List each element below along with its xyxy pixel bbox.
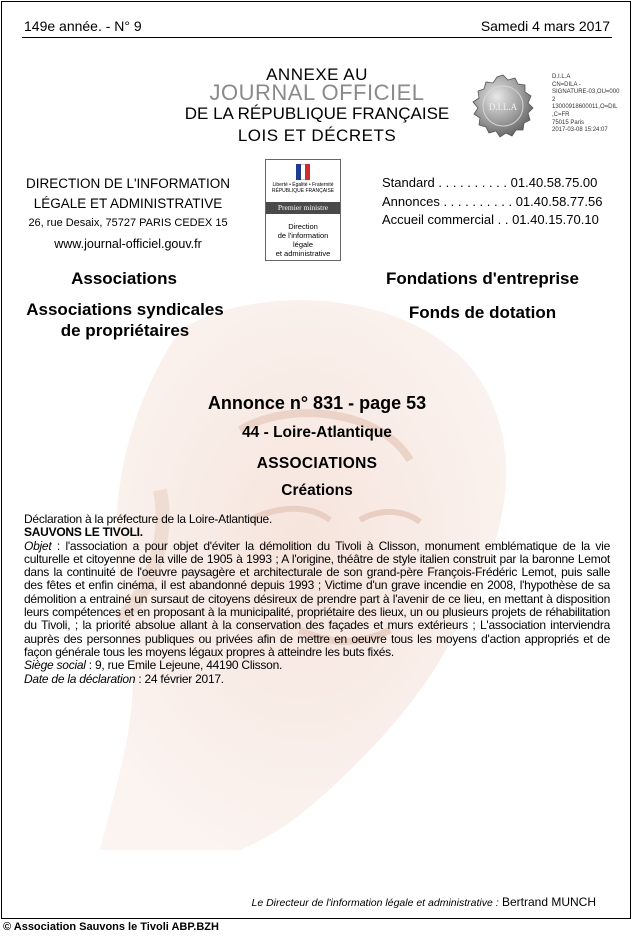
logo-republic: RÉPUBLIQUE FRANÇAISE — [271, 188, 335, 194]
sig-line: 2 — [552, 96, 556, 103]
dila-seal-icon — [470, 73, 536, 139]
category-line: Associations syndicales — [26, 300, 224, 319]
logo-minister: Premier ministre — [266, 202, 340, 214]
object-paragraph: Objet : l'association a pour objet d'éviter la démolition du Tivoli à Clisson, monument emblématique de la vie culturelle et citoyenne de la ville de 1905 à 1993 ; A l'origine, théâtre de style italien construit par la baronne Lemot dans la continuité de l'oeuvre paysagère et architecturale de son grand-père François-Frédéric Lemot, puis salle des fêtes et enfin cinéma, il est abandonné depuis 1993 ; Victime d'un grave incendie en 2008, l'hypothèse de sa démolition a entrainé un sursaut de citoyens désireux de prendre part à l'avenir de ce lieu, en mettant à disposition leurs compétences et en proposant à la municipalité, propriétaire des lieux, un ou plusieurs projets de réhabilitation du Tivoli, ; la priorité absolue allant à la conservation des façades et murs extérieurs ; L'association interviendra auprès des personnes publiques ou privées afin de mettre en oeuvre tous les moyens d'action appropriés et de façon générale tous les moyens légaux propres à atteindre les buts fixés. — [24, 538, 610, 659]
footer-role: Le Directeur de l'information légale et administrative : — [251, 897, 499, 909]
sig-line: 13000918600011,O=DIL — [552, 104, 618, 111]
issue-date: Samedi 4 mars 2017 — [480, 18, 610, 34]
contact-list — [382, 174, 602, 230]
contact-standard: Standard . . . . . . . . . . 01.40.58.75.00 — [382, 175, 598, 190]
sig-line: SIGNATURE-03,OU=000 — [552, 89, 620, 96]
title-republique: DE LA RÉPUBLIQUE FRANÇAISE — [184, 104, 450, 123]
declaration-line: Déclaration à la préfecture de la Loire-Atlantique. — [24, 512, 273, 526]
direction-line1: DIRECTION DE L'INFORMATION — [25, 176, 231, 191]
category-associations: Associations — [71, 269, 177, 288]
footer-name: Bertrand MUNCH — [501, 895, 596, 909]
flag-icon — [296, 164, 310, 180]
contact-annonces: Annonces . . . . . . . . . . 01.40.58.77.56 — [382, 193, 603, 209]
seat-line: Siège social : 9, rue Emile Lejeune, 44190 Clisson. — [24, 658, 283, 673]
announcement-section: ASSOCIATIONS — [256, 455, 378, 472]
seal-label: D.I.L.A — [488, 102, 518, 112]
title-annexe: ANNEXE AU — [266, 65, 368, 84]
announcement-subsection: Créations — [281, 482, 353, 499]
announcement-number: Annonce n° 831 - page 53 — [207, 393, 427, 413]
issue-number: 149e année. - N° 9 — [24, 18, 142, 34]
header-divider — [22, 37, 612, 38]
association-name: SAUVONS LE TIVOLI. — [24, 525, 143, 540]
title-lois: LOIS ET DÉCRETS — [237, 126, 397, 145]
logo-sub-line: Direction — [288, 222, 318, 231]
direction-line2: LÉGALE ET ADMINISTRATIVE — [33, 196, 223, 211]
sig-line: ,C=FR — [552, 111, 570, 118]
contact-accueil: Accueil commercial . . 01.40.15.70.10 — [382, 212, 599, 227]
category-line: de propriétaires — [60, 321, 190, 340]
announcement-body — [24, 513, 610, 686]
direction-address: 26, rue Desaix, 75727 PARIS CEDEX 15 — [28, 217, 228, 229]
category-associations-syndicales — [10, 299, 240, 341]
date-line: Date de la déclaration : 24 février 2017. — [24, 671, 224, 686]
logo-sub-line: de l'information — [277, 231, 329, 240]
logo-sub-line: légale — [292, 240, 314, 249]
category-fonds-dotation: Fonds de dotation — [408, 303, 557, 322]
sig-line: D.I.L.A — [552, 74, 571, 80]
logo-motto: Liberté • Égalité • Fraternité — [272, 182, 334, 188]
digital-signature — [552, 74, 632, 135]
sig-line: 75015 Paris — [552, 119, 585, 126]
sig-line: CN=DILA - — [552, 81, 581, 88]
website-link[interactable]: www.journal-officiel.gouv.fr — [54, 237, 202, 251]
direction-block — [20, 174, 236, 251]
premier-ministre-logo — [265, 159, 341, 261]
title-journal: JOURNAL OFFICIEL — [209, 80, 425, 105]
announcement-department: 44 - Loire-Atlantique — [242, 424, 392, 441]
sig-line: 2017-03-08 15:24:07 — [552, 127, 608, 134]
footer-signature — [252, 895, 597, 909]
logo-sub-line: et administrative — [275, 249, 331, 258]
category-fondations: Fondations d'entreprise — [386, 269, 579, 288]
image-credit: © Association Sauvons le Tivoli ABP.BZH — [3, 921, 219, 933]
